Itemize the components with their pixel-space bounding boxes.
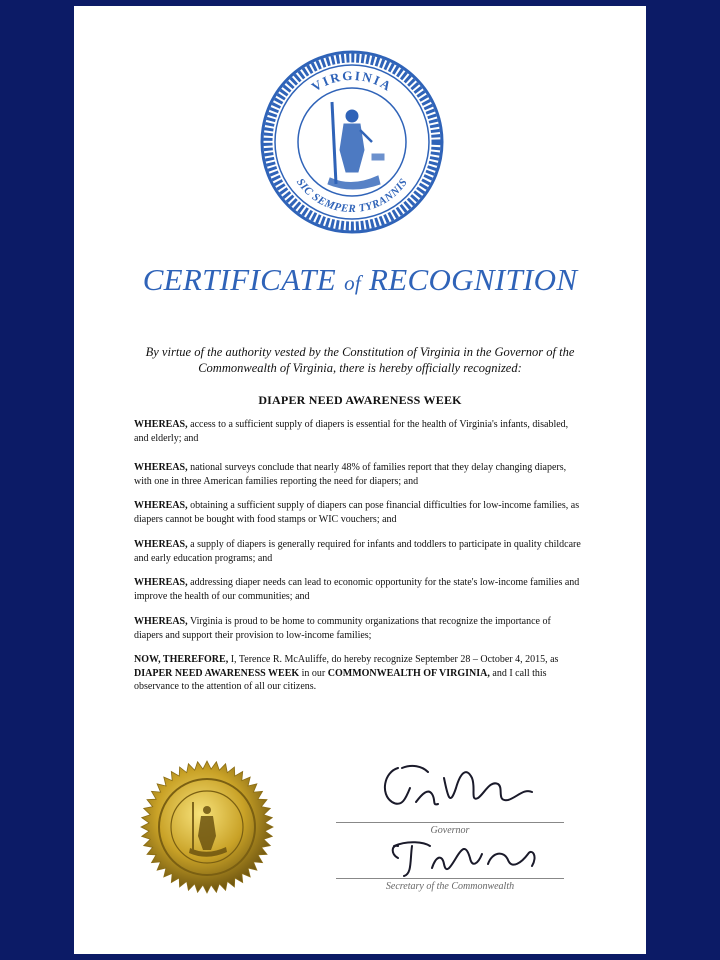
governor-signature-line [336, 822, 564, 823]
secretary-caption: Secretary of the Commonwealth [385, 881, 515, 892]
closing-bold-2: COMMONWEALTH OF VIRGINIA, [327, 667, 490, 679]
seal-ring-text-top: VIRGINIA [308, 67, 396, 95]
closing-text-2: in our [299, 667, 328, 679]
whereas-clause-2 [134, 461, 582, 488]
title-part-2: RECOGNITION [361, 262, 578, 297]
clause-text: a supply of diapers is generally required for infants and toddlers to participate in quality childcare and early education programs; and [134, 539, 581, 564]
seal-figure [328, 102, 384, 189]
recognized-subject: DIAPER NEED AWARENESS WEEK [258, 393, 462, 407]
clause-lead: WHEREAS, [134, 419, 188, 430]
certificate-page [74, 6, 646, 954]
preamble: By virtue of the authority vested by the Constitution of Virginia in the Governor of the Commonwealth of Virginia, there is hereby officially recognized: [145, 345, 575, 375]
virginia-seal [260, 50, 444, 234]
clause-lead: WHEREAS, [134, 462, 188, 473]
governor-signature [332, 758, 562, 818]
certificate-title [74, 262, 646, 298]
seal-ring-text-bottom: SIC SEMPER TYRANNIS [293, 176, 411, 216]
secretary-signature [332, 824, 562, 884]
whereas-clause-5 [134, 576, 582, 603]
clause-lead: WHEREAS, [134, 539, 188, 550]
therefore-clause [134, 653, 582, 694]
whereas-clause-3 [134, 499, 582, 526]
closing-lead: NOW, THEREFORE, [134, 654, 229, 665]
whereas-clause-4 [134, 538, 582, 565]
whereas-clause-1 [134, 418, 582, 445]
closing-text-3: and I call this observance to the attention of all our citizens. [134, 667, 547, 692]
title-of: of [344, 271, 361, 295]
clause-lead: WHEREAS, [134, 577, 188, 588]
closing-text-1: I, Terence R. McAuliffe, do hereby recognize September 28 – October 4, 2015, as [228, 654, 559, 665]
governor-caption: Governor [430, 825, 470, 836]
clause-text: obtaining a sufficient supply of diapers can pose financial difficulties for low-income families, as diapers cannot be bought with food stamps or WIC vouchers; and [134, 500, 580, 525]
whereas-clause-6 [134, 615, 582, 642]
title-part-1: CERTIFICATE [142, 262, 345, 297]
closing-bold-1: DIAPER NEED AWARENESS WEEK [134, 667, 300, 679]
secretary-signature-line [336, 878, 564, 879]
clause-text: addressing diaper needs can lead to economic opportunity for the state's low-income families and improve the health of our communities; and [134, 577, 580, 602]
clause-text: access to a sufficient supply of diapers is essential for the health of Virginia's infants, disabled, and elderly; and [134, 419, 569, 444]
gold-seal [140, 760, 274, 894]
clause-lead: WHEREAS, [134, 616, 188, 627]
clause-lead: WHEREAS, [134, 500, 188, 511]
clause-text: Virginia is proud to be home to community organizations that recognize the importance of diapers and support their provision to low-income families; [134, 616, 551, 641]
clause-text: national surveys conclude that nearly 48% of families report that they delay changing diapers, with one in three American families reporting the need for diapers; and [134, 462, 567, 487]
